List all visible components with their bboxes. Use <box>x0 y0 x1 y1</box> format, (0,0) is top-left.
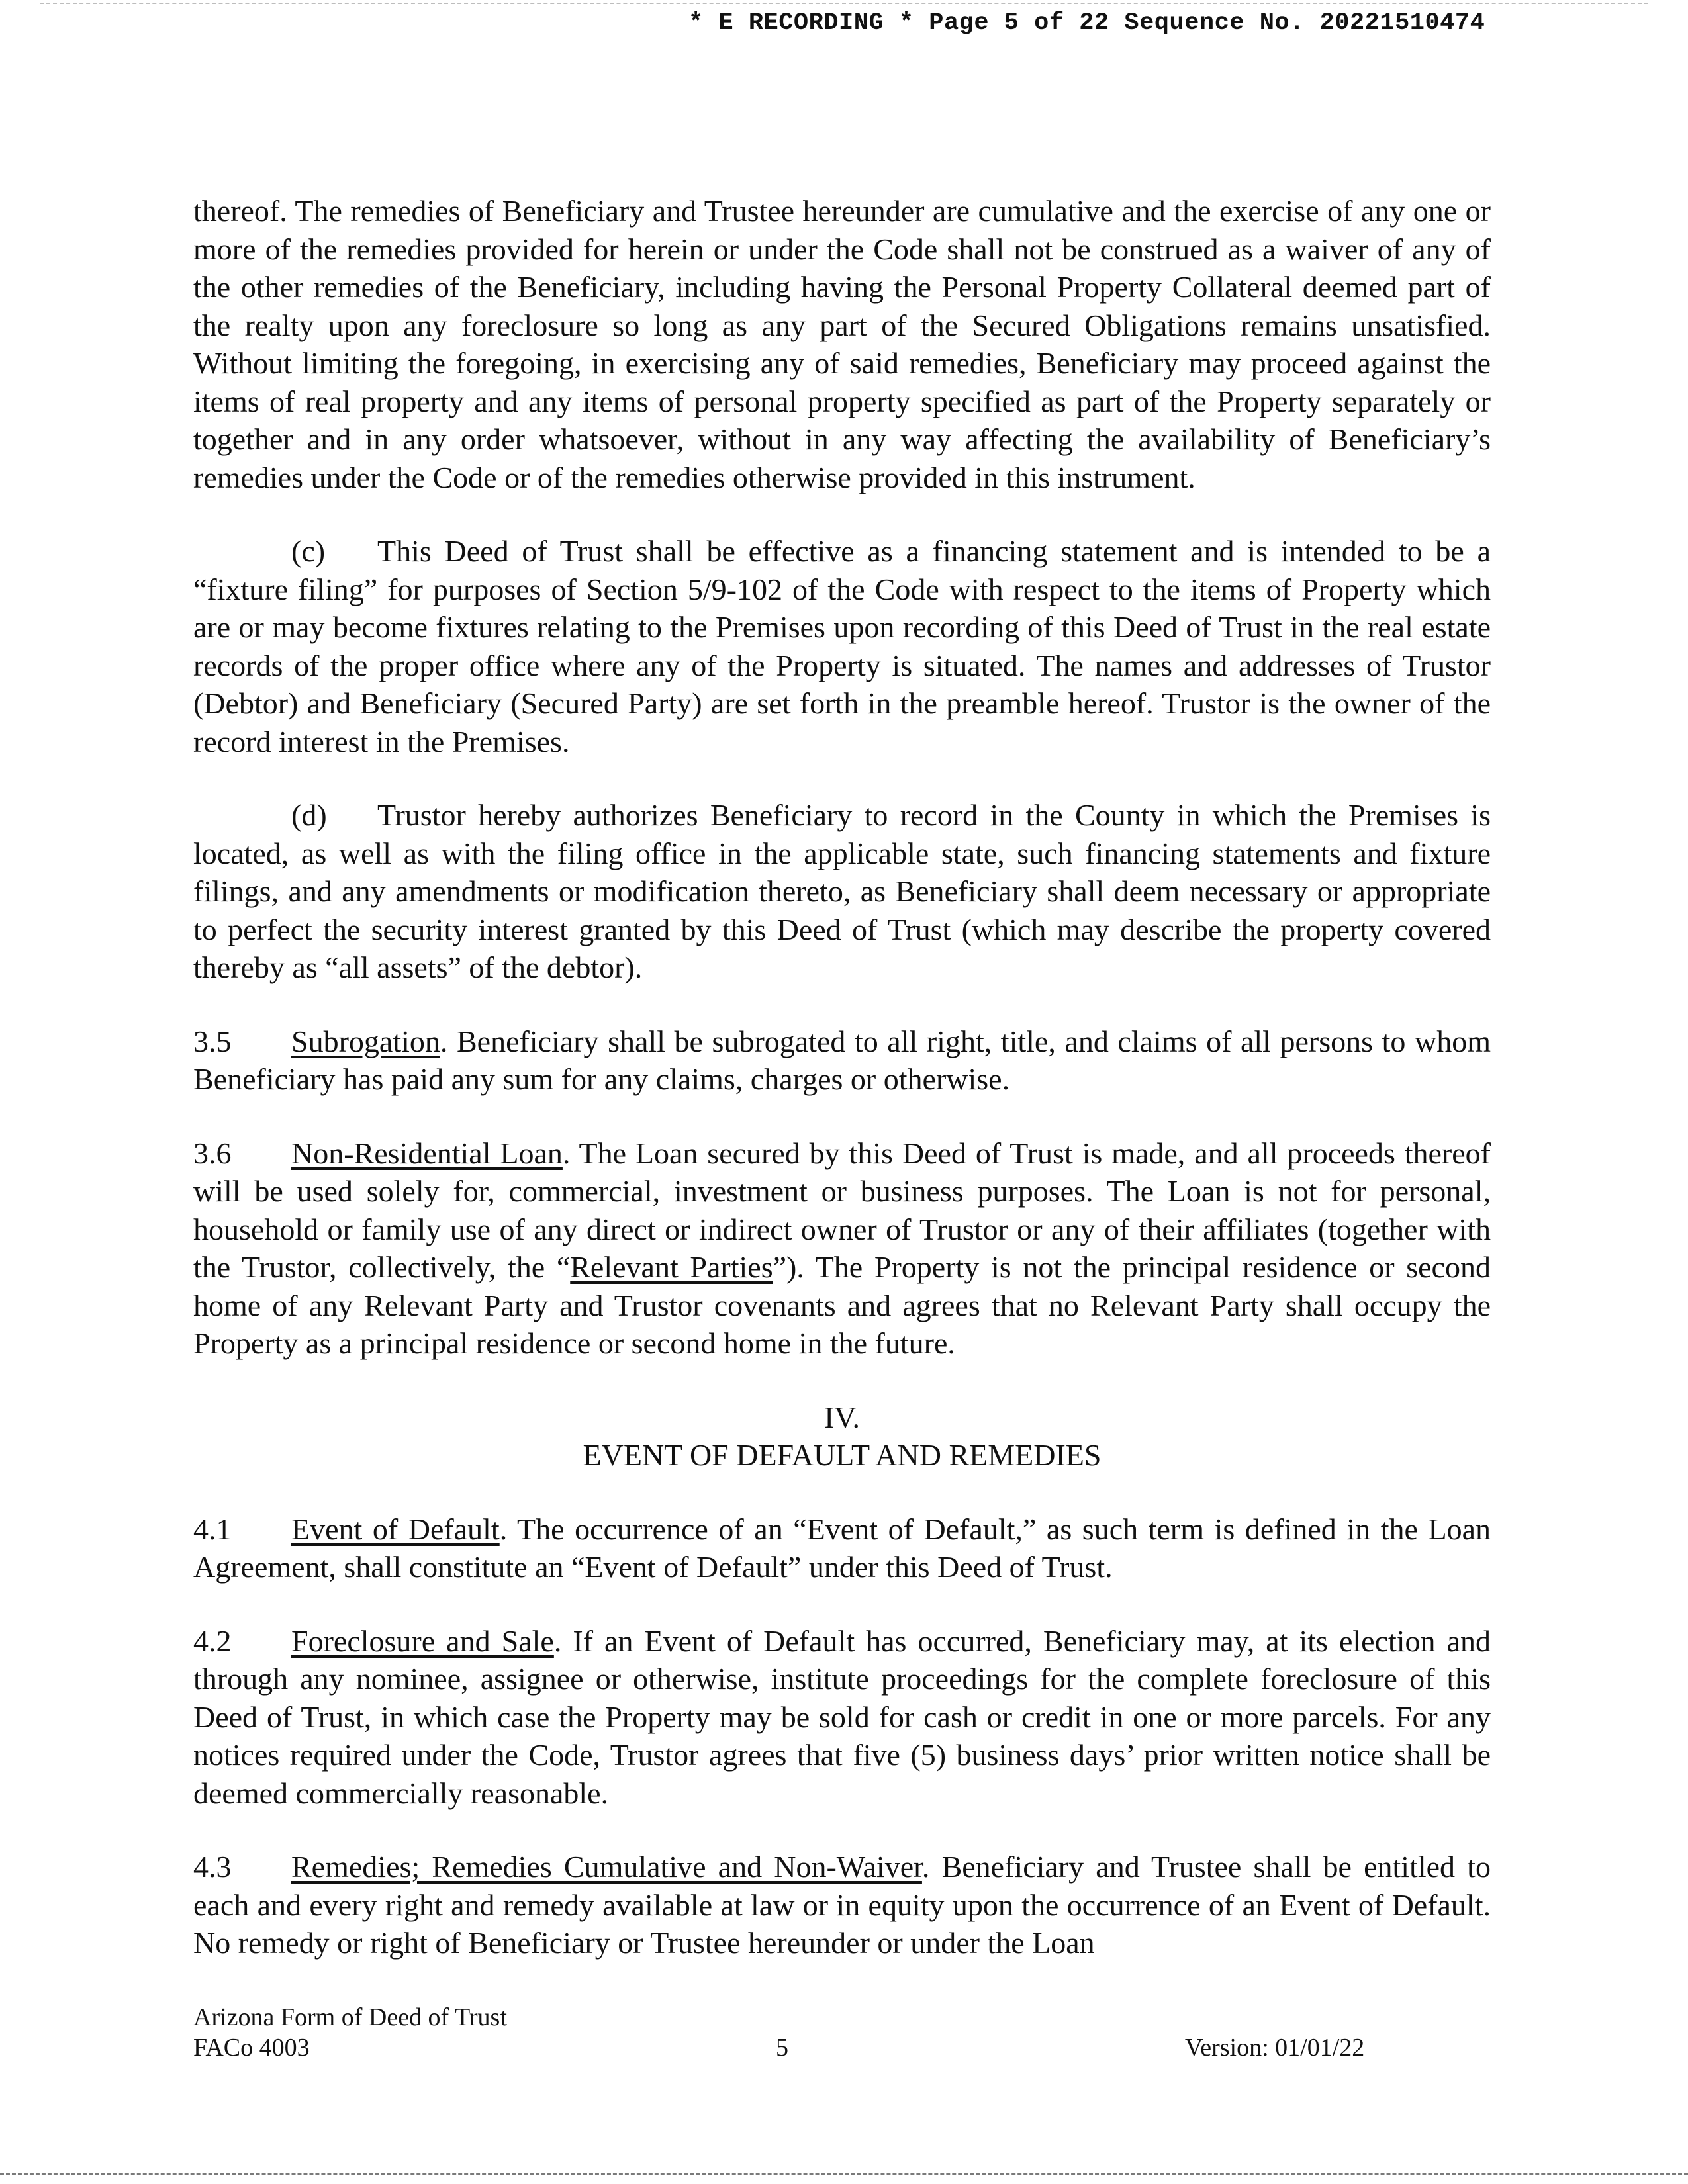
form-info <box>193 2002 507 2063</box>
section-title: Remedies; Remedies Cumulative and Non-Waiver <box>291 1850 922 1884</box>
page-number: 5 <box>776 2034 788 2062</box>
section-title: Foreclosure and Sale <box>291 1623 554 1658</box>
section-4-1 <box>193 1510 1491 1586</box>
form-name: Arizona Form of Deed of Trust <box>193 2003 507 2031</box>
scan-edge-bottom <box>0 2173 1688 2175</box>
section-number: 3.6 <box>193 1136 232 1170</box>
paragraph-intro: thereof. The remedies of Beneficiary and Trustee hereunder are cumulative and the exercise of any one or more of the remedies provided for herein or under the Code shall not be construed as a waiver of any of the other remedies of the Beneficiary, including having the Personal Property Collateral deemed part of the realty upon any foreclosure so long as any part of the Secured Obligations remains unsatisfied. Without limiting the foregoing, in exercising any of said remedies, Beneficiary may proceed against the items of real property and any items of personal property specified as part of the Property separately or together and in any order whatsoever, without in any way affecting the availability of Beneficiary’s remedies under the Code or of the remedies otherwise provided in this instrument. <box>193 194 1491 494</box>
section-number: 4.2 <box>193 1623 232 1658</box>
section-number: 3.5 <box>193 1024 232 1058</box>
section-text: . The Loan secured by this Deed of Trust is made, and all proceeds thereof will be used solely for, commercial, investment or business purposes. The Loan is not for personal, household or family use of any direct or indirect owner of Trustor or any of their affiliates (together with the Trustor, collectively, the “ <box>193 1136 1491 1284</box>
section-3-5 <box>193 1023 1491 1099</box>
section-text: ”). The Property is not the principal residence or second home of any Relevant Party and Trustor covenants and agrees that no Relevant Party shall occupy the Property as a principal residence or second home in the future. <box>193 1250 1491 1360</box>
paragraph-d-label: (d) <box>291 798 327 832</box>
paragraph-c-label: (c) <box>291 534 326 568</box>
section-4-2 <box>193 1622 1491 1813</box>
recording-stamp: * E RECORDING * Page 5 of 22 Sequence No. 20221510474 <box>688 9 1485 37</box>
section-4-3 <box>193 1848 1491 1962</box>
section-number: 4.3 <box>193 1850 232 1884</box>
section-text: . The occurrence of an “Event of Default,” as such term is defined in the Loan Agreement, shall constitute an “Event of Default” under this Deed of Trust. <box>193 1512 1491 1584</box>
article-title: EVENT OF DEFAULT AND REMEDIES <box>583 1438 1102 1472</box>
article-number: IV. <box>823 1400 861 1434</box>
paragraph-d <box>193 796 1491 987</box>
section-title: Event of Default <box>291 1512 500 1546</box>
section-3-6 <box>193 1134 1491 1363</box>
section-text: . If an Event of Default has occurred, Beneficiary may, at its election and through any nominee, assignee or otherwise, institute proceedings for the complete foreclosure of this Deed of Trust, in which case the Property may be sold for cash or credit in one or more parcels. For any notices required under the Code, Trustor agrees that five (5) business days’ prior written notice shall be deemed commercially reasonable. <box>193 1623 1491 1810</box>
section-text: . Beneficiary and Trustee shall be entitled to each and every right and remedy available at law or in equity upon the occurrence of an Event of Default. No remedy or right of Beneficiary or Trustee hereunder or under the Loan <box>193 1850 1491 1960</box>
section-title: Subrogation <box>291 1024 440 1058</box>
article-heading <box>193 1398 1491 1475</box>
scan-edge-top <box>40 3 1648 4</box>
form-code: FACo 4003 <box>193 2034 310 2062</box>
section-number: 4.1 <box>193 1512 232 1546</box>
section-title: Non-Residential Loan <box>291 1136 563 1170</box>
section-text: . Beneficiary shall be subrogated to all right, title, and claims of all persons to whom Beneficiary has paid any sum for any claims, charges or otherwise. <box>193 1024 1491 1096</box>
form-version: Version: 01/01/22 <box>1185 2034 1365 2062</box>
document-body <box>193 192 1491 1998</box>
defined-term: Relevant Parties <box>570 1250 773 1284</box>
paragraph-c-text: This Deed of Trust shall be effective as a financing statement and is intended to be a “fixture filing” for purposes of Section 5/9-102 of the Code with respect to the items of Property which are or may become fixtures relating to the Premises upon recording of this Deed of Trust in the real estate records of the proper office where any of the Property is situated. The names and addresses of Trustor (Debtor) and Beneficiary (Secured Party) are set forth in the preamble hereof. Trustor is the owner of the record interest in the Premises. <box>193 534 1491 758</box>
paragraph-c <box>193 532 1491 760</box>
paragraph-d-text: Trustor hereby authorizes Beneficiary to record in the County in which the Premises is located, as well as with the filing office in the applicable state, such financing statements and fixture filings, and any amendments or modification thereto, as Beneficiary shall deem necessary or appropriate to perfect the security interest granted by this Deed of Trust (which may describe the property covered thereby as “all assets” of the debtor). <box>193 798 1491 984</box>
